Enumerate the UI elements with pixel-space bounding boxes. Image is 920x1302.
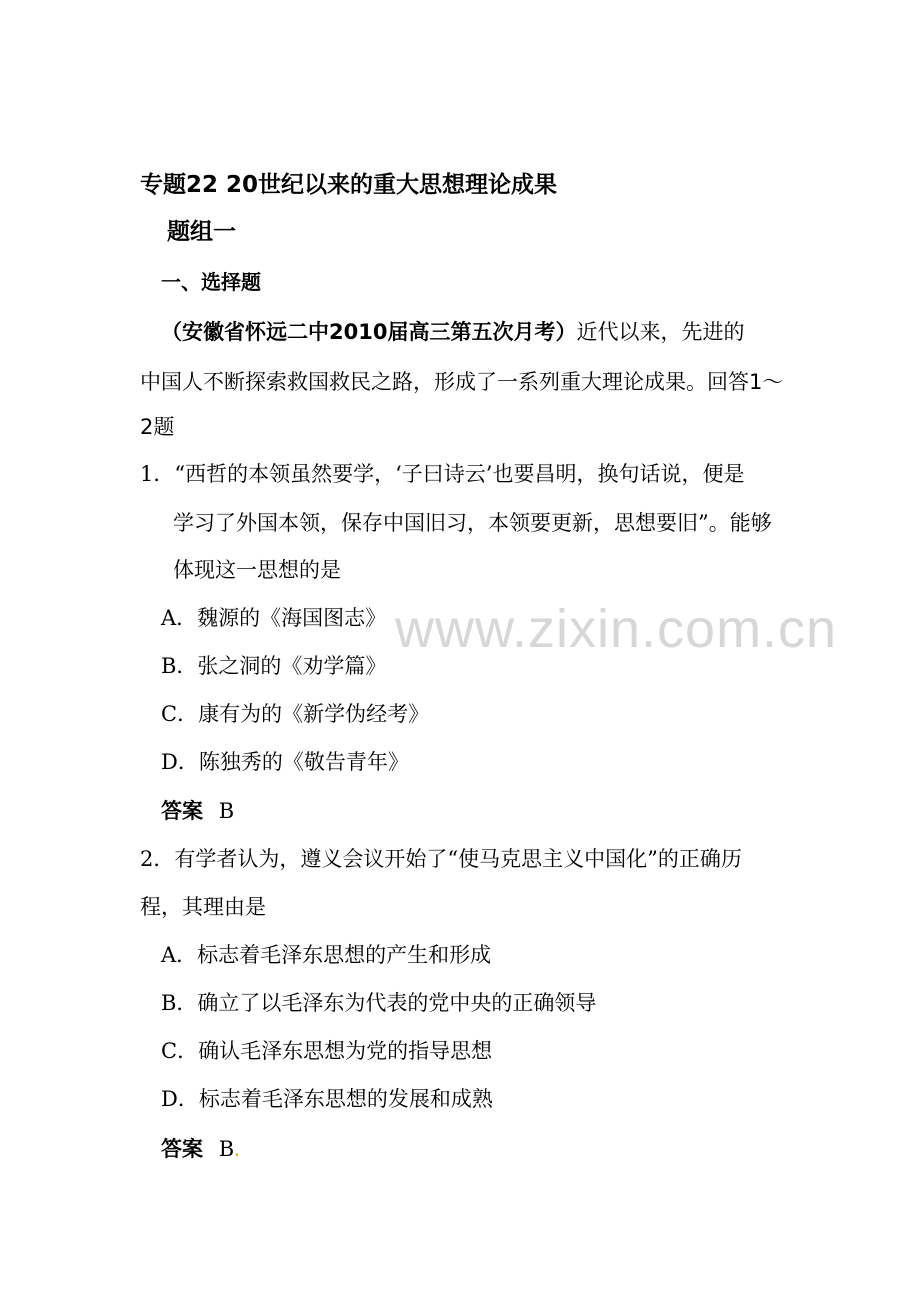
question-1-option-c: C．康有为的《新学伪经考》 (161, 702, 430, 726)
question-2-option-c: C．确认毛泽东思想为党的指导思想 (161, 1039, 493, 1063)
question-1-line-3: 体现这一思想的是 (173, 558, 341, 582)
answer-value: B (218, 799, 235, 823)
question-1-line-2: 学习了外国本领，保存中国旧习，本领要更新，思想要旧”。能够 (173, 511, 772, 535)
question-2-answer (161, 1135, 239, 1163)
question-1-option-b: B．张之洞的《劝学篇》 (161, 654, 387, 678)
question-2-option-b: B．确立了以毛泽东为代表的党中央的正确领导 (161, 991, 597, 1015)
section-heading: 一、选择题 (161, 270, 261, 294)
document-title: 专题22 20世纪以来的重大思想理论成果 (140, 172, 558, 198)
question-2-option-a: A．标志着毛泽东思想的产生和形成 (161, 943, 492, 967)
group-heading: 题组一 (167, 219, 236, 245)
intro-line-2: 中国人不断探索救国救民之路，形成了一系列重大理论成果。回答1～ (140, 370, 784, 394)
question-1-option-d: D．陈独秀的《敬告青年》 (161, 750, 409, 774)
answer-label: 答案 (161, 799, 203, 823)
question-1-answer (161, 797, 234, 825)
intro-source: （安徽省怀远二中2010届高三第五次月考） (161, 320, 577, 344)
answer-label: 答案 (161, 1137, 203, 1161)
question-1-line-1: 1．“西哲的本领虽然要学，‘子曰诗云’也要昌明，换句话说，便是 (140, 462, 745, 486)
question-1-option-a: A．魏源的《海国图志》 (161, 606, 387, 630)
question-2-line-1: 2．有学者认为，遵义会议开始了“使马克思主义中国化”的正确历 (140, 847, 742, 871)
trailing-dot: . (234, 1137, 240, 1161)
intro-text: 近代以来，先进的 (576, 320, 745, 344)
question-2-line-2: 程，其理由是 (140, 895, 266, 919)
intro-line-1 (161, 318, 744, 346)
question-2-option-d: D．标志着毛泽东思想的发展和成熟 (161, 1087, 493, 1111)
intro-line-3: 2题 (140, 415, 175, 439)
answer-value: B (218, 1137, 235, 1161)
watermark: www.zixin.com.cn (395, 599, 838, 659)
